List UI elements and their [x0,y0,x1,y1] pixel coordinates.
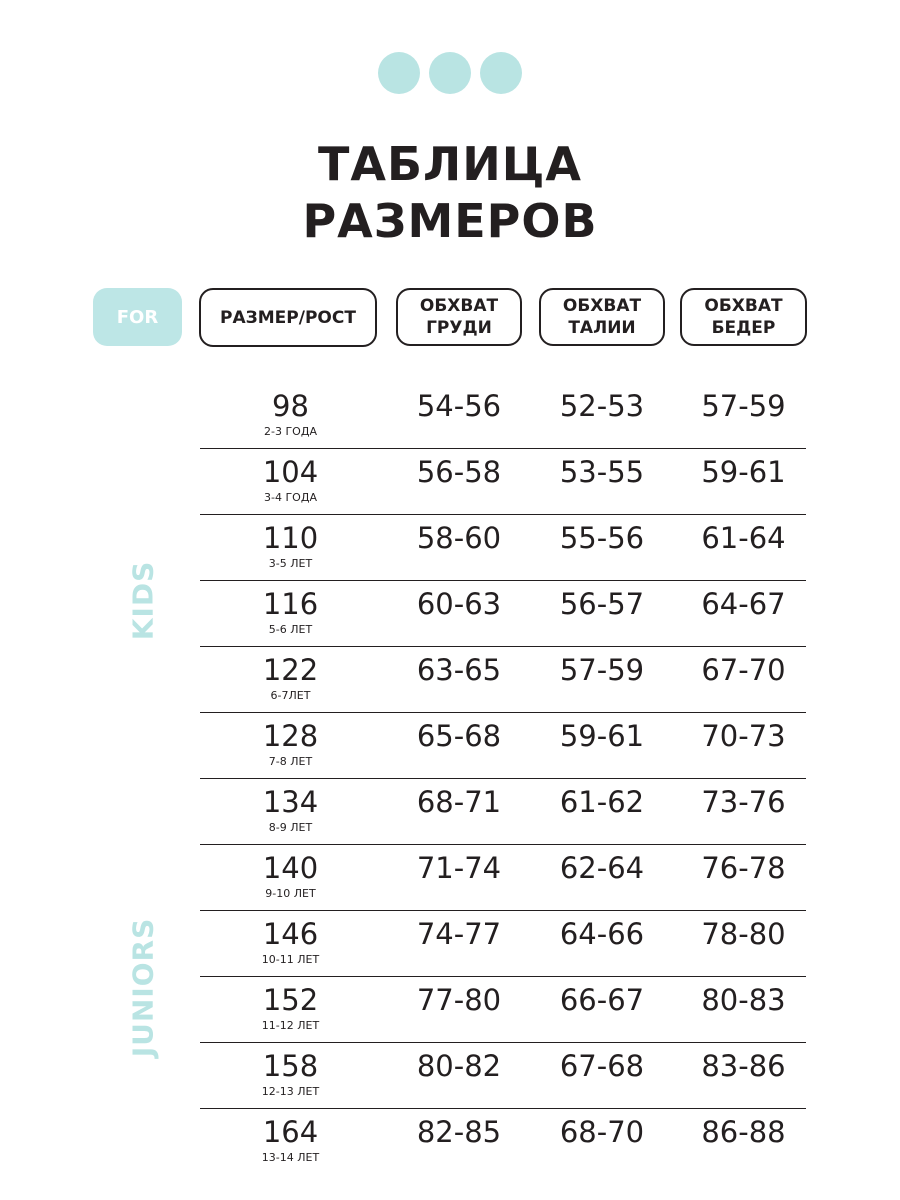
chest-value: 77-80 [416,983,502,1017]
hips-value: 83-86 [701,1049,786,1083]
header-waist [539,288,665,346]
table-row [200,515,806,581]
waist-value: 52-53 [559,389,645,423]
chest-value: 56-58 [416,455,502,489]
table-row [200,779,806,845]
hips-value: 73-76 [701,785,786,819]
waist-value: 68-70 [559,1115,645,1149]
table-row [200,647,806,713]
hips-value: 67-70 [701,653,786,687]
header-waist-label [563,295,641,339]
chest-value: 63-65 [416,653,502,687]
waist-value: 53-55 [559,455,645,489]
size-value: 110 [262,521,319,555]
age-range: 3-4 ГОДА [264,491,317,504]
size-value: 122 [262,653,319,687]
age-range: 11-12 ЛЕТ [261,1019,320,1032]
page-title [0,136,900,250]
header-hips [680,288,807,346]
hips-value: 80-83 [701,983,786,1017]
table-row [200,713,806,779]
size-value: 134 [262,785,319,819]
size-value: 152 [262,983,319,1017]
hips-value: 86-88 [701,1115,786,1149]
chest-value: 68-71 [416,785,502,819]
table-row [200,911,806,977]
table-row [200,383,806,449]
chest-value: 82-85 [416,1115,502,1149]
header-chest-line2: ГРУДИ [426,318,492,338]
dot-icon [480,52,522,94]
side-label-kids: KIDS [126,560,160,641]
age-range: 3-5 ЛЕТ [268,557,313,570]
hips-value: 78-80 [701,917,786,951]
hips-value: 59-61 [701,455,786,489]
size-value: 104 [262,455,319,489]
header-chest [396,288,522,346]
chest-value: 58-60 [416,521,502,555]
header-hips-line1: ОБХВАТ [704,296,783,316]
hips-value: 57-59 [701,389,786,423]
table-row [200,1043,806,1109]
header-waist-line2: ТАЛИИ [568,318,636,338]
table-row [200,581,806,647]
waist-value: 59-61 [559,719,645,753]
chest-value: 54-56 [416,389,502,423]
header-chest-line1: ОБХВАТ [419,296,499,316]
size-value: 140 [262,851,319,885]
title-line-1: ТАБЛИЦА [317,137,583,191]
table-row [200,977,806,1043]
age-range: 12-13 ЛЕТ [261,1085,320,1098]
hips-value: 76-78 [701,851,786,885]
chest-value: 60-63 [416,587,502,621]
size-table [200,383,806,1175]
table-row [200,449,806,515]
header-hips-line2: БЕДЕР [711,318,776,338]
table-row [200,845,806,911]
age-range: 5-6 ЛЕТ [268,623,313,636]
age-range: 7-8 ЛЕТ [268,755,313,768]
size-value: 146 [262,917,319,951]
age-range: 6-7ЛЕТ [270,689,311,702]
age-range: 8-9 ЛЕТ [268,821,313,834]
table-row [200,1109,806,1175]
size-value: 98 [272,389,309,423]
dot-icon [429,52,471,94]
dot-icon [378,52,420,94]
hips-value: 70-73 [701,719,786,753]
hips-value: 61-64 [701,521,786,555]
waist-value: 55-56 [559,521,645,555]
side-label-juniors: JUNIORS [126,917,160,1058]
size-value: 164 [262,1115,319,1149]
decorative-dots [378,52,524,94]
waist-value: 62-64 [559,851,645,885]
waist-value: 67-68 [559,1049,645,1083]
age-range: 9-10 ЛЕТ [265,887,316,900]
waist-value: 61-62 [559,785,645,819]
waist-value: 66-67 [559,983,645,1017]
size-value: 158 [262,1049,319,1083]
age-range: 2-3 ГОДА [264,425,317,438]
header-waist-line1: ОБХВАТ [562,296,642,316]
chest-value: 65-68 [416,719,502,753]
age-range: 13-14 ЛЕТ [261,1151,320,1164]
size-value: 128 [262,719,319,753]
chest-value: 71-74 [416,851,502,885]
for-badge: FOR [93,288,182,346]
waist-value: 56-57 [559,587,645,621]
header-size [199,288,377,347]
header-size-label: РАЗМЕР/РОСТ [220,307,356,328]
title-line-2: РАЗМЕРОВ [302,194,598,248]
age-range: 10-11 ЛЕТ [261,953,320,966]
chest-value: 80-82 [416,1049,502,1083]
hips-value: 64-67 [701,587,786,621]
chest-value: 74-77 [416,917,502,951]
size-value: 116 [262,587,319,621]
waist-value: 64-66 [559,917,645,951]
header-hips-label [704,295,782,339]
header-chest-label [420,295,498,339]
waist-value: 57-59 [559,653,645,687]
